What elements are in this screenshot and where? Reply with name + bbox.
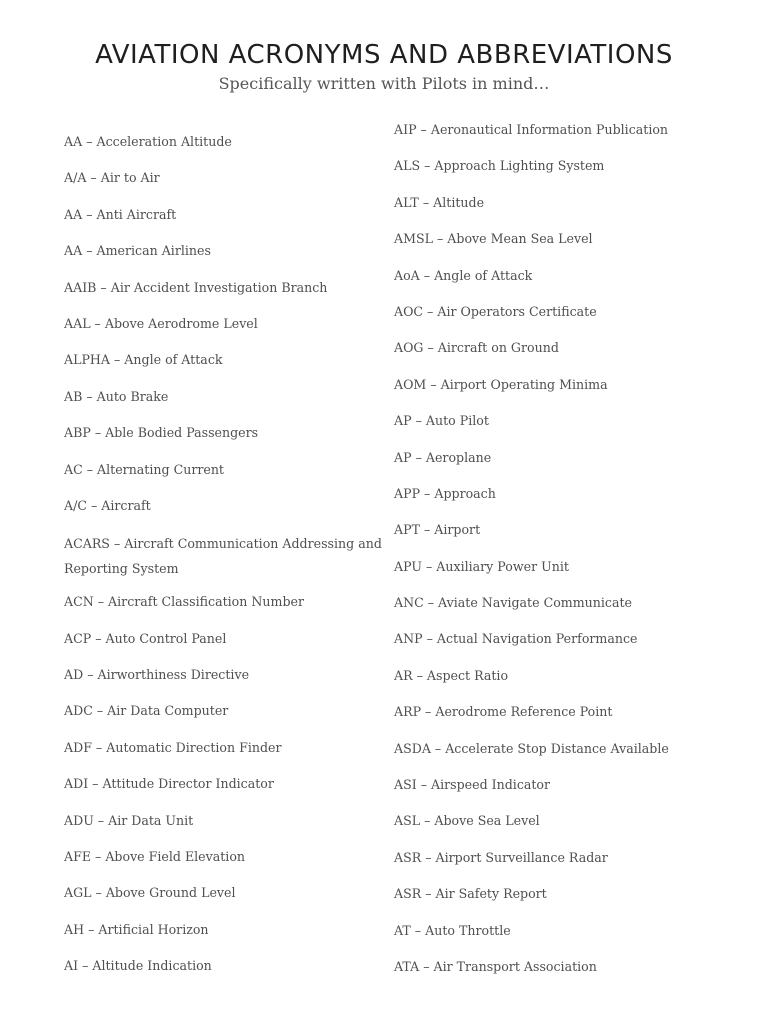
acronym-entry: A/A – Air to Air — [64, 170, 160, 186]
acronym-entry: ATA – Air Transport Association — [394, 958, 597, 974]
acronym-entry: AMSL – Above Mean Sea Level — [394, 231, 593, 247]
acronym-entry: APP – Approach — [394, 485, 496, 501]
acronym-entry: ABP – Able Bodied Passengers — [64, 425, 259, 441]
acronym-entry: AD – Airworthiness Directive — [64, 667, 250, 683]
acronym-entry: AI – Altitude Indication — [64, 958, 212, 974]
acronym-entry: ANP – Actual Navigation Performance — [394, 631, 638, 647]
acronym-entry: AoA – Angle of Attack — [394, 267, 533, 283]
page-subtitle: Specifically written with Pilots in mind… — [218, 74, 550, 93]
acronym-entry: AA – Acceleration Altitude — [64, 134, 232, 149]
acronym-entry: APU – Auxiliary Power Unit — [394, 558, 569, 574]
acronym-entry: AT – Auto Throttle — [394, 922, 511, 938]
acronym-entry: AOG – Aircraft on Ground — [394, 340, 559, 356]
acronym-entry: AP – Auto Pilot — [394, 413, 489, 429]
acronym-entry: ACN – Aircraft Classification Number — [64, 594, 304, 610]
acronym-entry: ADC – Air Data Computer — [64, 703, 229, 719]
acronym-entry: AOM – Airport Operating Minima — [394, 376, 608, 392]
acronym-entry: AIP – Aeronautical Information Publication — [394, 122, 669, 137]
acronym-list-left — [64, 132, 384, 993]
acronym-entry: ALT – Altitude — [394, 194, 485, 210]
acronym-entry: ACP – Auto Control Panel — [64, 630, 227, 646]
acronym-entry: AH – Artificial Horizon — [64, 921, 209, 937]
acronym-entry: AGL – Above Ground Level — [64, 885, 236, 901]
acronym-entry: ASR – Airport Surveillance Radar — [394, 849, 608, 865]
acronym-entry: AAL – Above Aerodrome Level — [64, 315, 258, 331]
acronym-entry: ADU – Air Data Unit — [64, 812, 194, 828]
acronym-entry: ALS – Approach Lighting System — [394, 158, 605, 174]
page-title: AVIATION ACRONYMS AND ABBREVIATIONS — [95, 40, 673, 70]
acronym-entry: ASL – Above Sea Level — [394, 813, 540, 829]
acronym-entry: AR – Aspect Ratio — [394, 667, 509, 683]
acronym-entry: ADI – Attitude Director Indicator — [64, 776, 274, 792]
acronym-entry: ALPHA – Angle of Attack — [64, 352, 223, 368]
acronym-entry: AC – Alternating Current — [64, 461, 224, 477]
acronym-entry: ASDA – Accelerate Stop Distance Available — [394, 740, 669, 756]
acronym-entry: AA – American Airlines — [64, 243, 211, 259]
acronym-entry: ARP – Aerodrome Reference Point — [394, 704, 613, 720]
acronym-entry: ASR – Air Safety Report — [394, 886, 547, 902]
acronym-entry: A/C – Aircraft — [64, 497, 151, 513]
acronym-entry: AA – Anti Aircraft — [64, 206, 177, 222]
acronym-entry: AFE – Above Field Elevation — [64, 849, 246, 865]
acronym-entry: ASI – Airspeed Indicator — [394, 777, 551, 793]
acronym-entry: ACARS – Aircraft Communication Addressing and Reporting System — [64, 536, 382, 576]
acronym-list-right — [394, 120, 734, 993]
acronym-entry: ANC – Aviate Navigate Communicate — [394, 595, 632, 611]
acronym-entry: AP – Aeroplane — [394, 449, 492, 465]
acronym-entry: APT – Airport — [394, 522, 481, 538]
acronym-entry: AB – Auto Brake — [64, 388, 169, 404]
acronym-entry: ADF – Automatic Direction Finder — [64, 739, 282, 755]
acronym-entry: AAIB – Air Accident Investigation Branch — [64, 279, 328, 295]
acronym-entry: AOC – Air Operators Certificate — [394, 303, 597, 319]
